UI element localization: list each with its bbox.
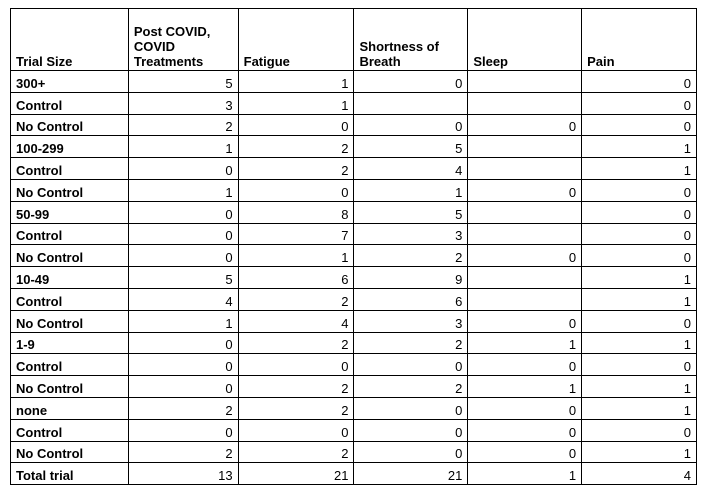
value-cell: 8 — [238, 201, 354, 223]
table-row — [11, 223, 697, 245]
value-cell: 0 — [582, 310, 697, 332]
value-cell: 1 — [128, 179, 238, 201]
value-cell: 2 — [238, 376, 354, 398]
table-row — [11, 267, 697, 289]
value-cell: 0 — [128, 158, 238, 180]
value-cell: 1 — [354, 179, 468, 201]
value-cell: 3 — [354, 223, 468, 245]
row-label-cell: 100-299 — [11, 136, 129, 158]
table-row — [11, 158, 697, 180]
row-label-cell: Control — [11, 223, 129, 245]
row-label-cell: Control — [11, 288, 129, 310]
value-cell: 1 — [582, 288, 697, 310]
value-cell: 1 — [468, 332, 582, 354]
table-row — [11, 92, 697, 114]
value-cell: 0 — [582, 201, 697, 223]
row-label-cell: 10-49 — [11, 267, 129, 289]
value-cell: 1 — [582, 332, 697, 354]
value-cell: 0 — [468, 397, 582, 419]
value-cell: 4 — [238, 310, 354, 332]
row-label-cell: Control — [11, 92, 129, 114]
value-cell: 21 — [238, 463, 354, 485]
value-cell: 4 — [128, 288, 238, 310]
row-label-cell: Total trial — [11, 463, 129, 485]
value-cell: 0 — [468, 310, 582, 332]
value-cell: 0 — [354, 114, 468, 136]
row-label-cell: No Control — [11, 376, 129, 398]
value-cell: 1 — [238, 71, 354, 93]
value-cell: 7 — [238, 223, 354, 245]
value-cell: 0 — [238, 179, 354, 201]
table-row — [11, 419, 697, 441]
value-cell: 0 — [468, 441, 582, 463]
value-cell — [354, 92, 468, 114]
column-header: Post COVID, COVID Treatments — [128, 9, 238, 71]
row-label-cell: 1-9 — [11, 332, 129, 354]
value-cell: 0 — [128, 354, 238, 376]
value-cell: 0 — [354, 354, 468, 376]
table-row — [11, 288, 697, 310]
value-cell: 0 — [128, 245, 238, 267]
table-row — [11, 136, 697, 158]
row-label-cell: No Control — [11, 310, 129, 332]
table-body — [11, 71, 697, 485]
value-cell — [468, 267, 582, 289]
value-cell: 2 — [238, 158, 354, 180]
value-cell: 3 — [128, 92, 238, 114]
row-label-cell: No Control — [11, 179, 129, 201]
table-row — [11, 397, 697, 419]
value-cell: 4 — [582, 463, 697, 485]
value-cell — [468, 288, 582, 310]
value-cell — [468, 201, 582, 223]
value-cell: 0 — [128, 376, 238, 398]
value-cell: 3 — [354, 310, 468, 332]
value-cell: 1 — [582, 441, 697, 463]
value-cell: 1 — [468, 376, 582, 398]
value-cell: 2 — [354, 376, 468, 398]
value-cell: 0 — [582, 71, 697, 93]
value-cell: 2 — [354, 245, 468, 267]
row-label-cell: Control — [11, 158, 129, 180]
value-cell: 0 — [582, 245, 697, 267]
value-cell — [468, 223, 582, 245]
table-row — [11, 201, 697, 223]
table-row — [11, 114, 697, 136]
column-header: Sleep — [468, 9, 582, 71]
value-cell: 2 — [128, 441, 238, 463]
value-cell: 1 — [582, 158, 697, 180]
value-cell: 9 — [354, 267, 468, 289]
table-row — [11, 71, 697, 93]
table-row — [11, 179, 697, 201]
value-cell: 5 — [354, 136, 468, 158]
value-cell: 0 — [468, 354, 582, 376]
value-cell: 0 — [468, 179, 582, 201]
row-label-cell: Control — [11, 354, 129, 376]
value-cell: 2 — [238, 288, 354, 310]
value-cell: 6 — [238, 267, 354, 289]
value-cell: 2 — [128, 114, 238, 136]
value-cell: 2 — [128, 397, 238, 419]
value-cell: 2 — [354, 332, 468, 354]
row-label-cell: No Control — [11, 114, 129, 136]
column-header: Trial Size — [11, 9, 129, 71]
value-cell: 0 — [354, 71, 468, 93]
row-label-cell: No Control — [11, 441, 129, 463]
value-cell: 0 — [468, 419, 582, 441]
value-cell: 0 — [468, 245, 582, 267]
value-cell: 1 — [238, 92, 354, 114]
row-label-cell: 50-99 — [11, 201, 129, 223]
value-cell: 5 — [354, 201, 468, 223]
column-header: Shortness of Breath — [354, 9, 468, 71]
value-cell: 2 — [238, 136, 354, 158]
value-cell: 0 — [582, 114, 697, 136]
row-label-cell: No Control — [11, 245, 129, 267]
row-label-cell: none — [11, 397, 129, 419]
table-row — [11, 376, 697, 398]
value-cell: 1 — [468, 463, 582, 485]
value-cell: 0 — [128, 419, 238, 441]
value-cell: 0 — [582, 179, 697, 201]
value-cell: 0 — [128, 201, 238, 223]
table-row — [11, 332, 697, 354]
value-cell: 0 — [128, 332, 238, 354]
header-row — [11, 9, 697, 71]
value-cell — [468, 92, 582, 114]
value-cell: 1 — [582, 267, 697, 289]
value-cell: 0 — [238, 419, 354, 441]
table-row — [11, 310, 697, 332]
value-cell: 0 — [582, 223, 697, 245]
value-cell: 2 — [238, 332, 354, 354]
value-cell: 0 — [354, 397, 468, 419]
column-header: Pain — [582, 9, 697, 71]
value-cell: 6 — [354, 288, 468, 310]
value-cell — [468, 136, 582, 158]
value-cell: 5 — [128, 71, 238, 93]
trial-size-table — [10, 8, 697, 485]
row-label-cell: 300+ — [11, 71, 129, 93]
table-row — [11, 354, 697, 376]
value-cell: 1 — [582, 136, 697, 158]
value-cell: 0 — [238, 354, 354, 376]
value-cell: 1 — [582, 376, 697, 398]
value-cell: 0 — [582, 419, 697, 441]
value-cell: 1 — [582, 397, 697, 419]
value-cell: 4 — [354, 158, 468, 180]
value-cell: 5 — [128, 267, 238, 289]
value-cell: 0 — [582, 92, 697, 114]
value-cell: 1 — [128, 136, 238, 158]
value-cell: 21 — [354, 463, 468, 485]
value-cell: 2 — [238, 441, 354, 463]
value-cell: 0 — [128, 223, 238, 245]
value-cell — [468, 158, 582, 180]
value-cell: 2 — [238, 397, 354, 419]
value-cell: 0 — [354, 441, 468, 463]
row-label-cell: Control — [11, 419, 129, 441]
value-cell: 0 — [468, 114, 582, 136]
value-cell: 0 — [238, 114, 354, 136]
table-row — [11, 441, 697, 463]
value-cell: 0 — [582, 354, 697, 376]
value-cell: 1 — [238, 245, 354, 267]
value-cell: 13 — [128, 463, 238, 485]
value-cell: 1 — [128, 310, 238, 332]
table-row — [11, 245, 697, 267]
value-cell: 0 — [354, 419, 468, 441]
column-header: Fatigue — [238, 9, 354, 71]
table-row — [11, 463, 697, 485]
value-cell — [468, 71, 582, 93]
